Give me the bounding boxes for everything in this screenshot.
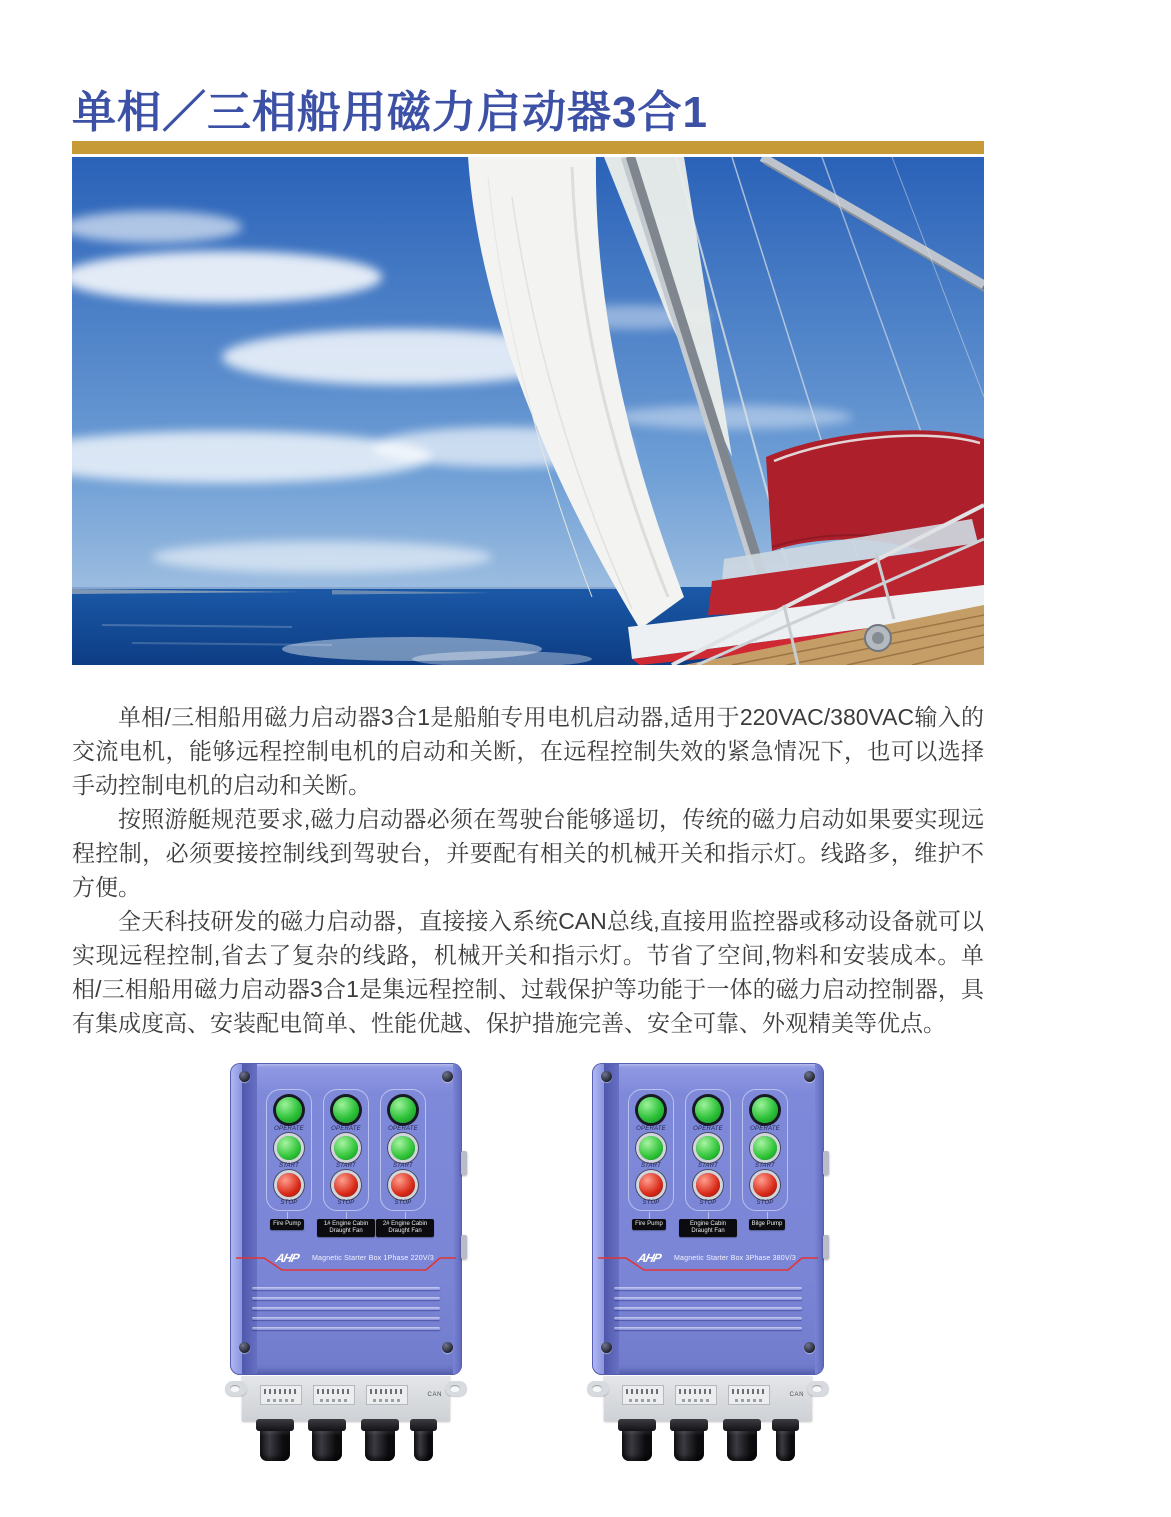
start-button xyxy=(639,1136,663,1160)
channel-tag: Fire Pump xyxy=(632,1219,666,1230)
brand-logo: AHP xyxy=(274,1251,301,1265)
start-button xyxy=(753,1136,777,1160)
stop-label: STOP xyxy=(756,1200,774,1206)
starter-box-1phase xyxy=(230,1063,462,1475)
mounting-ear xyxy=(445,1381,467,1396)
cable-gland xyxy=(308,1419,346,1461)
button-column-2 xyxy=(685,1089,731,1211)
channel-tag: 2# Engine Cabin Draught Fan xyxy=(376,1219,434,1237)
start-button xyxy=(277,1136,301,1160)
operate-label: OPERATE xyxy=(331,1126,361,1132)
vent-grooves xyxy=(614,1287,802,1337)
screw-icon xyxy=(442,1342,453,1353)
screw-icon xyxy=(601,1071,612,1082)
device-enclosure xyxy=(592,1063,824,1375)
terminal-sticker xyxy=(313,1385,355,1405)
sailboat-photo xyxy=(72,157,984,665)
terminal-sticker xyxy=(675,1385,717,1405)
terminal-sticker xyxy=(622,1385,664,1405)
screw-icon xyxy=(239,1342,250,1353)
start-label: START xyxy=(640,1163,662,1169)
terminal-stickers xyxy=(622,1385,770,1405)
vent-grooves xyxy=(252,1287,440,1337)
cable-gland xyxy=(670,1419,708,1461)
channel-tags xyxy=(620,1212,796,1237)
model-label: Magnetic Starter Box 3Phase 380V/3 xyxy=(674,1255,796,1262)
operate-label: OPERATE xyxy=(693,1126,723,1132)
sailboat-photo-svg xyxy=(72,157,984,665)
terminal-stickers xyxy=(260,1385,408,1405)
enclosure-edge-right xyxy=(815,1064,823,1374)
operate-lamp-icon xyxy=(390,1097,416,1123)
terminal-sticker xyxy=(260,1385,302,1405)
device-enclosure xyxy=(230,1063,462,1375)
stop-button xyxy=(696,1173,720,1197)
button-column-3 xyxy=(380,1089,426,1211)
start-button xyxy=(334,1136,358,1160)
stop-button xyxy=(334,1173,358,1197)
button-columns xyxy=(266,1089,426,1211)
brand-logo: AHP xyxy=(636,1251,663,1265)
operate-lamp-icon xyxy=(752,1097,778,1123)
brand-line xyxy=(230,1250,462,1276)
screw-icon xyxy=(601,1342,612,1353)
operate-label: OPERATE xyxy=(274,1126,304,1132)
cable-gland xyxy=(772,1419,799,1461)
stop-label: STOP xyxy=(642,1200,660,1206)
mounting-hole xyxy=(812,1385,822,1392)
cable-glands xyxy=(244,1419,448,1471)
paragraph-3: 全天科技研发的磁力启动器，直接接入系统CAN总线,直接用监控器或移动设备就可以实现远程控制,省去了复杂的线路，机械开关和指示灯。节省了空间,物料和安装成本。单相/三相船用磁力启动器3合1是集远程控制、过载保护等功能于一体的磁力启动控制器，具有集成度高、安装配电简单、性能优越、保护措施完善、安全可靠、外观精美等优点。 xyxy=(72,908,984,1036)
start-label: START xyxy=(278,1163,300,1169)
operate-label: OPERATE xyxy=(750,1126,780,1132)
terminal-bracket xyxy=(242,1375,450,1421)
start-button xyxy=(391,1136,415,1160)
start-label: START xyxy=(392,1163,414,1169)
cable-gland xyxy=(723,1419,761,1461)
can-label: CAN xyxy=(427,1392,442,1398)
operate-label: OPERATE xyxy=(388,1126,418,1132)
start-label: START xyxy=(335,1163,357,1169)
cable-gland xyxy=(410,1419,437,1461)
enclosure-edge-right xyxy=(453,1064,461,1374)
start-label: START xyxy=(754,1163,776,1169)
button-columns xyxy=(628,1089,788,1211)
red-accent-line xyxy=(592,1250,824,1276)
mounting-hole xyxy=(592,1385,602,1392)
stop-button xyxy=(391,1173,415,1197)
operate-lamp-icon xyxy=(695,1097,721,1123)
cable-glands xyxy=(606,1419,810,1471)
terminal-sticker xyxy=(366,1385,408,1405)
hinge-tab xyxy=(823,1151,829,1175)
body-text xyxy=(72,700,984,1040)
mounting-ear xyxy=(807,1381,829,1396)
enclosure-edge-highlight xyxy=(231,1064,242,1374)
model-label: Magnetic Starter Box 1Phase 220V/3 xyxy=(312,1255,434,1262)
paragraph-2: 按照游艇规范要求,磁力启动器必须在驾驶台能够遥切，传统的磁力启动如果要实现远程控制，必须要接控制线到驾驶台，并要配有相关的机械开关和指示灯。线路多，维护不方便。 xyxy=(72,806,984,900)
terminal-sticker xyxy=(728,1385,770,1405)
operate-lamp-icon xyxy=(276,1097,302,1123)
channel-tag: Fire Pump xyxy=(270,1219,304,1230)
mounting-hole xyxy=(450,1385,460,1392)
operate-lamp-icon xyxy=(638,1097,664,1123)
starter-box-3phase xyxy=(592,1063,824,1475)
terminal-bracket xyxy=(604,1375,812,1421)
stop-label: STOP xyxy=(394,1200,412,1206)
page-title: 单相／三相船用磁力启动器3合1 xyxy=(72,88,708,137)
start-label: START xyxy=(697,1163,719,1169)
screw-icon xyxy=(442,1071,453,1082)
operate-lamp-icon xyxy=(333,1097,359,1123)
button-column-3 xyxy=(742,1089,788,1211)
gold-divider xyxy=(72,141,984,154)
button-column-1 xyxy=(266,1089,312,1211)
screw-icon xyxy=(804,1071,815,1082)
brand-line xyxy=(592,1250,824,1276)
button-column-2 xyxy=(323,1089,369,1211)
screw-icon xyxy=(804,1342,815,1353)
paragraph-1: 单相/三相船用磁力启动器3合1是船舶专用电机启动器,适用于220VAC/380VAC输入的交流电机，能够远程控制电机的启动和关断，在远程控制失效的紧急情况下，也可以选择手动控制电机的启动和关断。 xyxy=(72,704,984,798)
operate-label: OPERATE xyxy=(636,1126,666,1132)
start-button xyxy=(696,1136,720,1160)
red-accent-line xyxy=(230,1250,462,1276)
stop-label: STOP xyxy=(280,1200,298,1206)
channel-tags xyxy=(258,1212,434,1237)
enclosure-edge-highlight xyxy=(593,1064,604,1374)
stop-button xyxy=(277,1173,301,1197)
stop-label: STOP xyxy=(699,1200,717,1206)
can-label: CAN xyxy=(789,1392,804,1398)
channel-tag: 1# Engine Cabin Draught Fan xyxy=(317,1219,375,1237)
button-column-1 xyxy=(628,1089,674,1211)
screw-icon xyxy=(239,1071,250,1082)
channel-tag: Engine Cabin Draught Fan xyxy=(679,1219,737,1237)
stop-button xyxy=(639,1173,663,1197)
cable-gland xyxy=(361,1419,399,1461)
channel-tag: Bilge Pump xyxy=(749,1219,786,1230)
stop-button xyxy=(753,1173,777,1197)
mounting-ear xyxy=(587,1381,609,1396)
hinge-tab xyxy=(461,1151,467,1175)
mounting-hole xyxy=(230,1385,240,1392)
cable-gland xyxy=(256,1419,294,1461)
mounting-ear xyxy=(225,1381,247,1396)
stop-label: STOP xyxy=(337,1200,355,1206)
cable-gland xyxy=(618,1419,656,1461)
